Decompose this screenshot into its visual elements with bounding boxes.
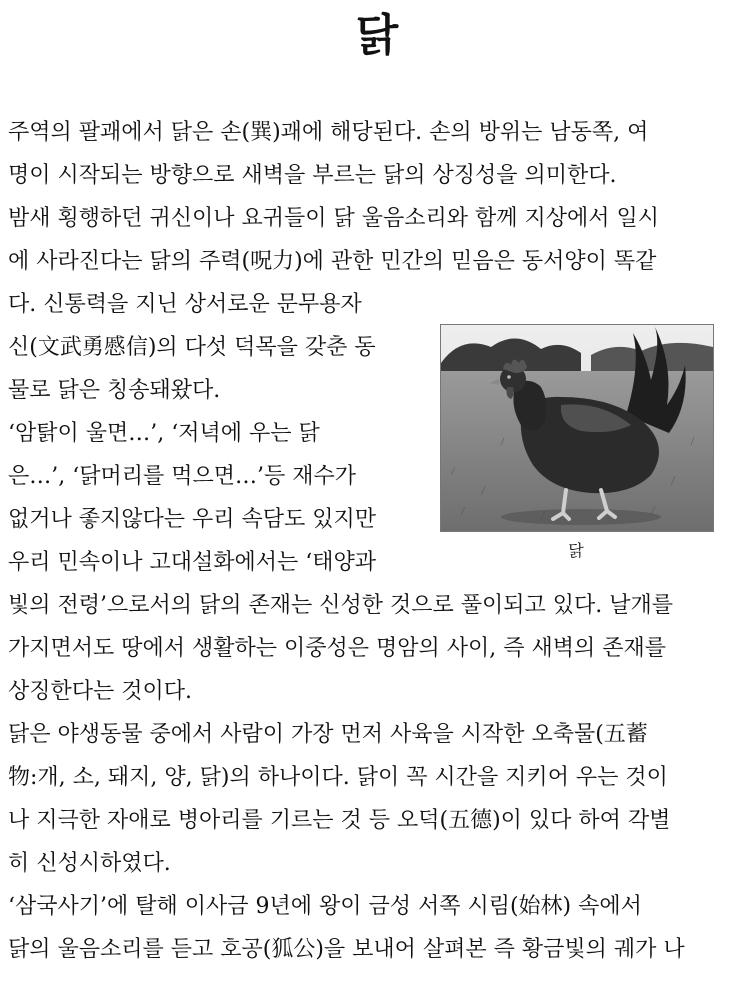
body-line: 가지면서도 땅에서 생활하는 이중성은 명암의 사이, 즉 새벽의 존재를 [8, 636, 666, 661]
body-line: 다. 신통력을 지닌 상서로운 문무용자 [8, 292, 362, 317]
body-line: 히 신성시하였다. [8, 851, 171, 876]
photo-caption: 닭 [568, 541, 584, 560]
body-line: 없거나 좋지않다는 우리 속담도 있지만 [8, 507, 377, 532]
body-line: 나 지극한 자애로 병아리를 기르는 것 등 오덕(五德)이 있다 하여 각별 [8, 808, 671, 833]
body-line: 에 사라진다는 닭의 주력(呪力)에 관한 민간의 믿음은 동서양이 똑같 [8, 249, 657, 274]
body-line: 닭은 야생동물 중에서 사람이 가장 먼저 사육을 시작한 오축물(五蓄 [8, 722, 648, 747]
body-line: ‘암탉이 울면…’, ‘저녁에 우는 닭 [8, 421, 320, 446]
body-line: 빛의 전령’으로서의 닭의 존재는 신성한 것으로 풀이되고 있다. 날개를 [8, 593, 673, 618]
body-line: 物:개, 소, 돼지, 양, 닭)의 하나이다. 닭이 꼭 시간을 지키어 우는 것이 [8, 765, 668, 790]
body-line: 주역의 팔괘에서 닭은 손(巽)괘에 해당된다. 손의 방위는 남동쪽, 여 [8, 120, 649, 145]
body-line: 명이 시작되는 방향으로 새벽을 부르는 닭의 상징성을 의미한다. [8, 163, 617, 188]
body-line: 닭의 울음소리를 듣고 호공(狐公)을 보내어 살펴본 즉 황금빛의 궤가 나 [8, 937, 685, 962]
body-line: 은…’, ‘닭머리를 먹으면…’등 재수가 [8, 464, 356, 489]
body-line: 우리 민속이나 고대설화에서는 ‘태양과 [8, 550, 377, 575]
body-line: ‘삼국사기’에 탈해 이사금 9년에 왕이 금성 서쪽 시림(始林) 속에서 [8, 894, 642, 919]
body-line: 밤새 횡행하던 귀신이나 요귀들이 닭 울음소리와 함께 지상에서 일시 [8, 206, 660, 231]
rooster-photo [440, 324, 714, 532]
body-line: 물로 닭은 칭송돼왔다. [8, 378, 221, 403]
page-title: 닭 [355, 10, 401, 61]
body-line: 신(文武勇慼信)의 다섯 덕목을 갖춘 동 [8, 335, 376, 360]
body-line: 상징한다는 것이다. [8, 679, 193, 704]
